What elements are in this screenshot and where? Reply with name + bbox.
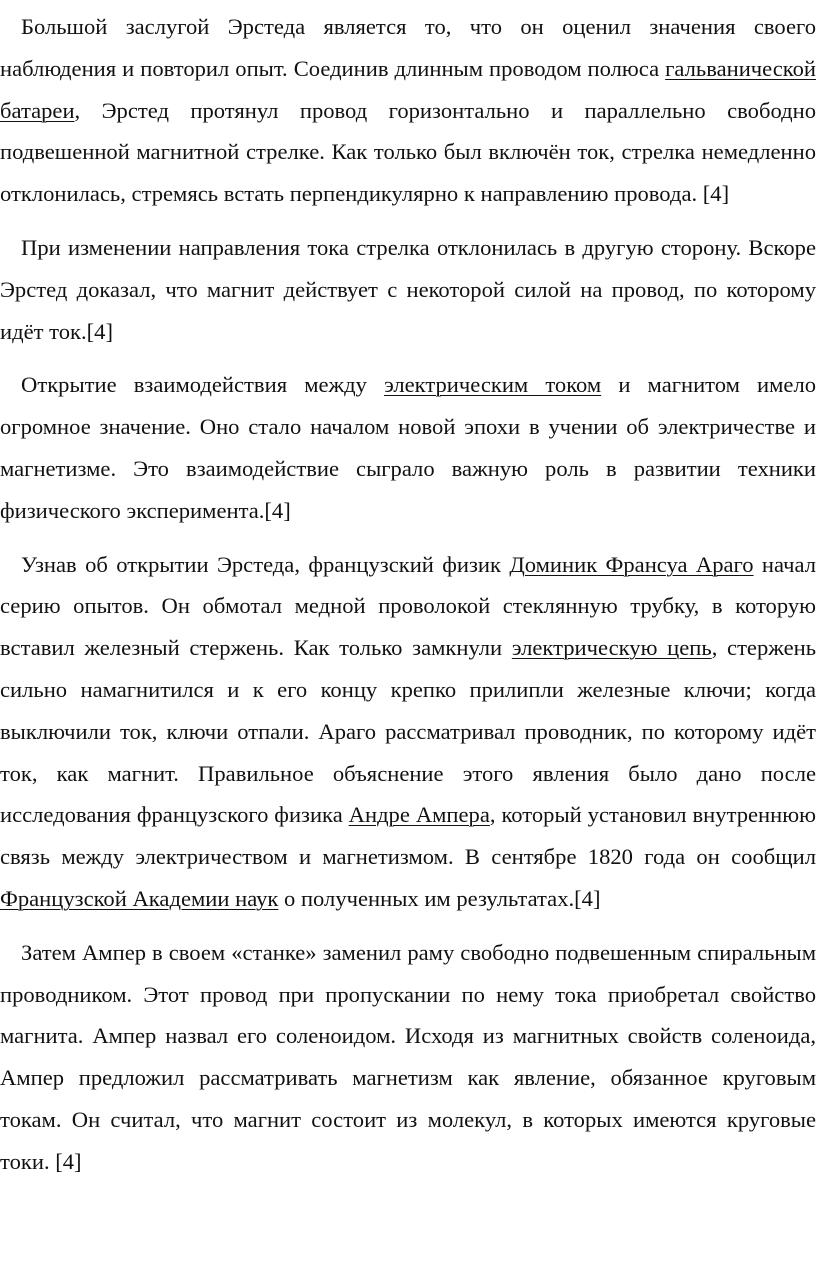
text-span: Открытие взаимодействия между xyxy=(21,372,385,398)
paragraph-current-direction xyxy=(0,227,816,352)
text-span: о полученных им результатах.[4] xyxy=(278,885,601,911)
text-span: Большой заслугой Эрстеда является то, что он оценил значения своего наблюдения и повторил опыт. Соединив длинным проводом полюса xyxy=(0,14,816,81)
link-dominique-francois-arago[interactable]: Доминик Франсуа Араго xyxy=(509,551,754,577)
text-span: Узнав об открытии Эрстеда, французский физик xyxy=(21,551,510,577)
text-span: начал серию опытов. Он обмотал медной проволокой стеклянную трубку, в которую вставил железный стержень. Как только замкнули xyxy=(0,551,816,661)
text-span: , который установил внутреннюю связь между электричеством и магнетизмом. В сентябре 1820 года он сообщил xyxy=(0,802,816,870)
text-span: , стержень сильно намагнитился и к его концу крепко прилипли железные ключи; когда выключили ток, ключи отпали. Араго рассматривал проводник, по которому идёт ток, как магнит. Правильное объяснение этого явления было дано после исследования французского физика xyxy=(0,635,816,828)
paragraph-ampere-solenoid xyxy=(0,932,816,1183)
text-span: Затем Ампер в своем «станке» заменил раму свободно подвешенным спиральным проводником. Этот провод при пропускании по нему тока приобретал свойство магнита. Ампер назвал его соленоидом. Исходя из магнитных свойств соленоида, Ампер предложил рассматривать магнетизм как явление, обязанное круговым токам. Он считал, что магнит состоит из молекул, в которых имеются круговые токи. [4] xyxy=(0,939,816,1174)
paragraph-arago-experiments xyxy=(0,544,816,920)
paragraph-oersted-experiment xyxy=(0,6,816,215)
paragraph-interaction-discovery xyxy=(0,364,816,531)
text-span: и магнитом имело огромное значение. Оно стало началом новой эпохи в учении об электричестве и магнетизме. Это взаимодействие сыграло важную роль в развитии техники физического эксперимента.[4] xyxy=(0,372,816,523)
link-electric-current[interactable]: электрическим током xyxy=(384,372,602,398)
link-french-academy-of-sciences[interactable]: Французской Академии наук xyxy=(0,885,279,911)
text-span: При изменении направления тока стрелка отклонилась в другую сторону. Вскоре Эрстед доказал, что магнит действует с некоторой силой на провод, по которому идёт ток.[4] xyxy=(0,234,816,344)
link-electric-circuit[interactable]: электрическую цепь xyxy=(511,635,712,661)
link-galvanic-battery[interactable]: гальванической батареи xyxy=(0,55,816,123)
text-span: , Эрстед протянул провод горизонтально и параллельно свободно подвешенной магнитной стрелке. Как только был включён ток, стрелка немедленно отклонилась, стремясь встать перпендикулярно к направлению провода. [4] xyxy=(0,97,816,207)
link-andre-ampere[interactable]: Андре Ампера xyxy=(348,802,490,828)
